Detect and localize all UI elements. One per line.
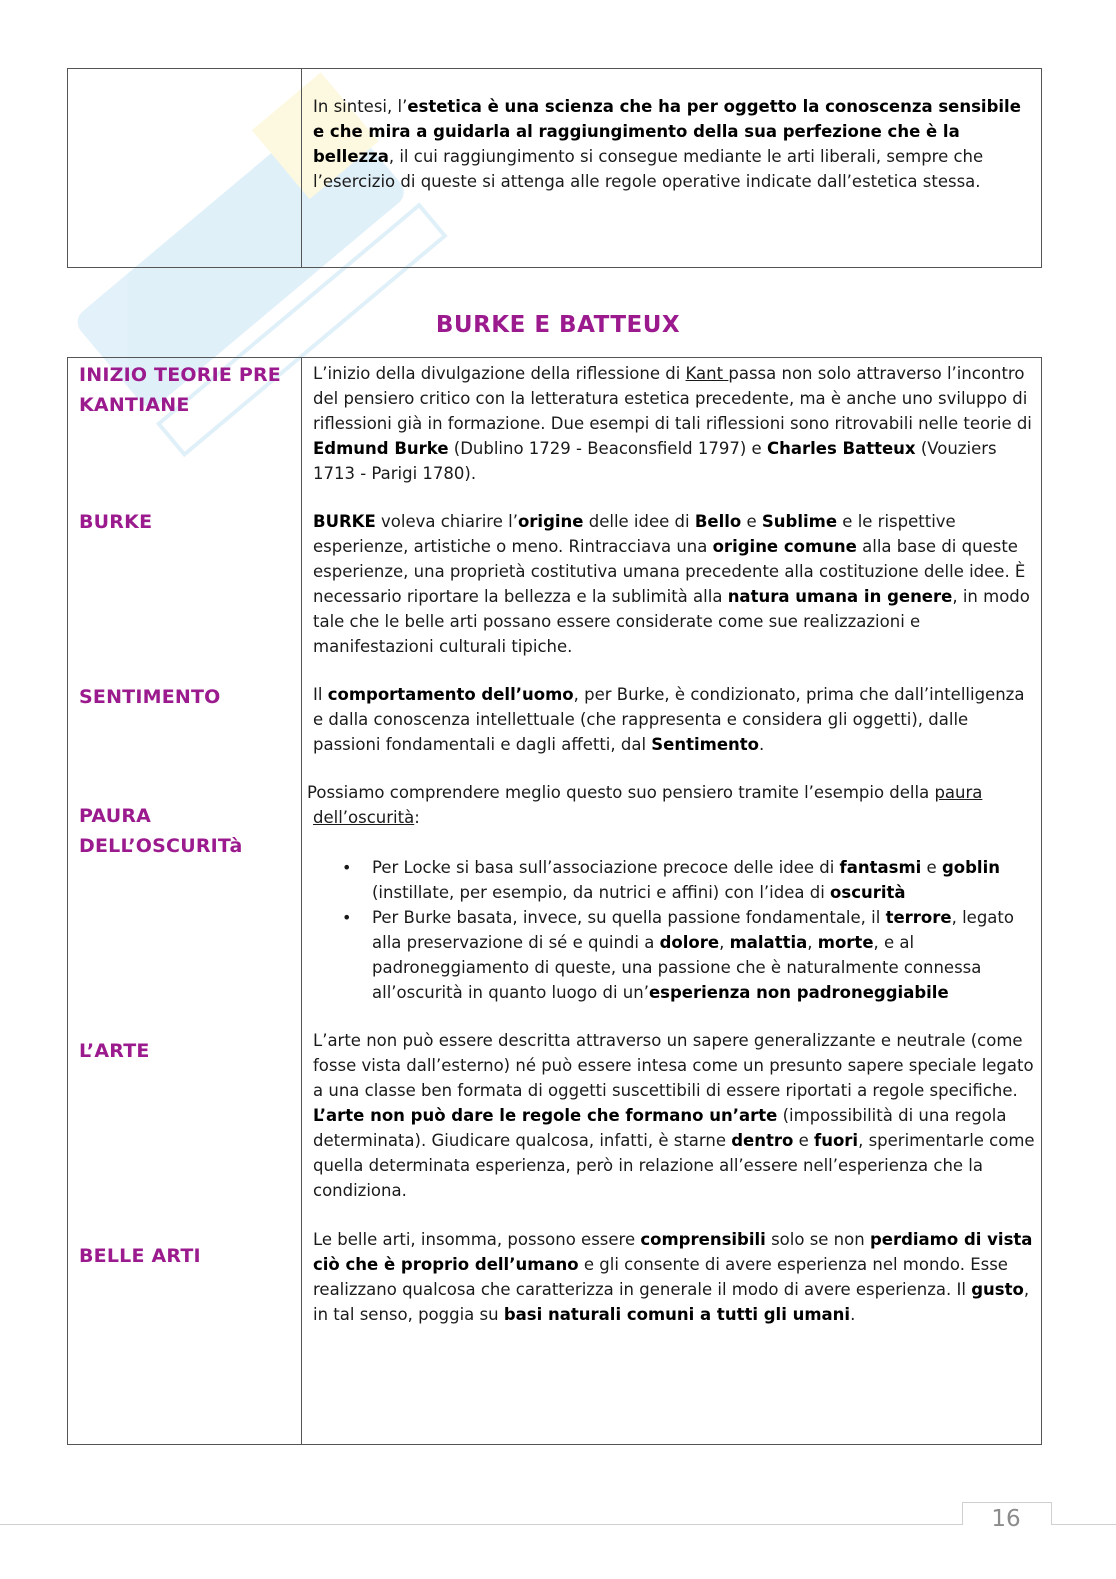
label-belle-arti: BELLE ARTI (79, 1245, 201, 1267)
label-paura-oscurita: PAURA DELL’OSCURITà (79, 805, 243, 857)
paragraph-sentimento: Il comportamento dell’uomo, per Burke, è condizionato, prima che dall’intelligenza e dalla conoscenza intellettuale (che rappresenta e considera gli oggetti), dalle passioni fondamentali e dagli affetti, dal Sentimento. (313, 685, 1025, 754)
label-sentimento: SENTIMENTO (79, 686, 221, 708)
label-arte: L’ARTE (79, 1040, 150, 1062)
paragraph-burke: BURKE voleva chiarire l’origine delle idee di Bello e Sublime e le rispettive esperienze, artistiche o meno. Rintracciava una origine comune alla base di queste esperienze, una proprietà costitutiva umana precedente alla costituzione delle idee. È necessario riportare la bellezza e la sublimità alla natura umana in genere, in modo tale che le belle arti possano essere considerate come sue realizzazioni e manifestazioni culturali tipiche. (313, 512, 1030, 656)
paragraph-belle-arti: Le belle arti, insomma, possono essere comprensibili solo se non perdiamo di vista ciò che è proprio dell’umano e gli consente di avere esperienza nel mondo. Esse realizzano qualcosa che caratterizza in generale il modo di avere esperienza. Il gusto, in tal senso, poggia su basi naturali comuni a tutti gli umani. (313, 1230, 1033, 1324)
label-burke: BURKE (79, 511, 153, 533)
page-number: 16 (991, 1506, 1021, 1532)
paragraph-intro: L’inizio della divulgazione della riflessione di Kant passa non solo attraverso l’incontro del pensiero critico con la letteratura estetica precedente, ma è anche uno sviluppo di riflessioni già in formazione. Due esempi di tali riflessioni sono ritrovabili nelle teorie di Edmund Burke (Dublino 1729 - Beaconsfield 1797) e Charles Batteux (Vouziers 1713 - Parigi 1780). (313, 364, 1032, 483)
paragraph-arte: L’arte non può essere descritta attraverso un sapere generalizzante e neutrale (come fosse vista dall’esterno) né può essere intesa come un presunto sapere speciale legato a una classe ben formata di oggetti suscettibili di essere riportati a regole specifiche. L’arte non può dare le regole che formano un’arte (impossibilità di una regola determinata). Giudicare qualcosa, infatti, è starne dentro e fuori, sperimentarle come quella determinata esperienza, però in relazione all’essere nell’esperienza che la condiziona. (313, 1031, 1035, 1200)
summary-table (67, 68, 1042, 268)
footer-rule (0, 1524, 1116, 1525)
paragraph-paura: Possiamo comprendere meglio questo suo pensiero tramite l’esempio della paura dell’oscurità: • Per Locke si basa sull’associazione precoce delle idee di fantasmi e goblin (instillate, per esempio, da nutrici e affini) con l’idea di oscurità • Per Burke basata, invece, su quella passione fondamentale, il terrore, legato alla preservazione di sé e quindi a dolore, malattia, morte, e al padroneggiamento di queste, una passione che è naturalmente connessa all’oscurità in quanto luogo di un’esperienza non padroneggiabile (307, 780, 1038, 1005)
bullet-locke: • Per Locke si basa sull’associazione precoce delle idee di fantasmi e goblin (instillate, per esempio, da nutrici e affini) con l’idea di oscurità (372, 855, 1038, 905)
bullet-burke: • Per Burke basata, invece, su quella passione fondamentale, il terrore, legato alla preservazione di sé e quindi a dolore, malattia, morte, e al padroneggiamento di queste, una passione che è naturalmente connessa all’oscurità in quanto luogo di un’esperienza non padroneggiabile (372, 905, 1038, 1005)
label-inizio-teorie: INIZIO TEORIE PRE KANTIANE (79, 364, 281, 416)
notes-table (67, 357, 1042, 1445)
summary-paragraph: In sintesi, l’estetica è una scienza che ha per oggetto la conoscenza sensibile e che mira a guidarla al raggiungimento della sua perfezione che è la bellezza, il cui raggiungimento si consegue mediante le arti liberali, sempre che l’esercizio di queste si attenga alle regole operative indicate dall’estetica stessa. (313, 97, 1021, 191)
section-title: BURKE E BATTEUX (435, 312, 681, 338)
